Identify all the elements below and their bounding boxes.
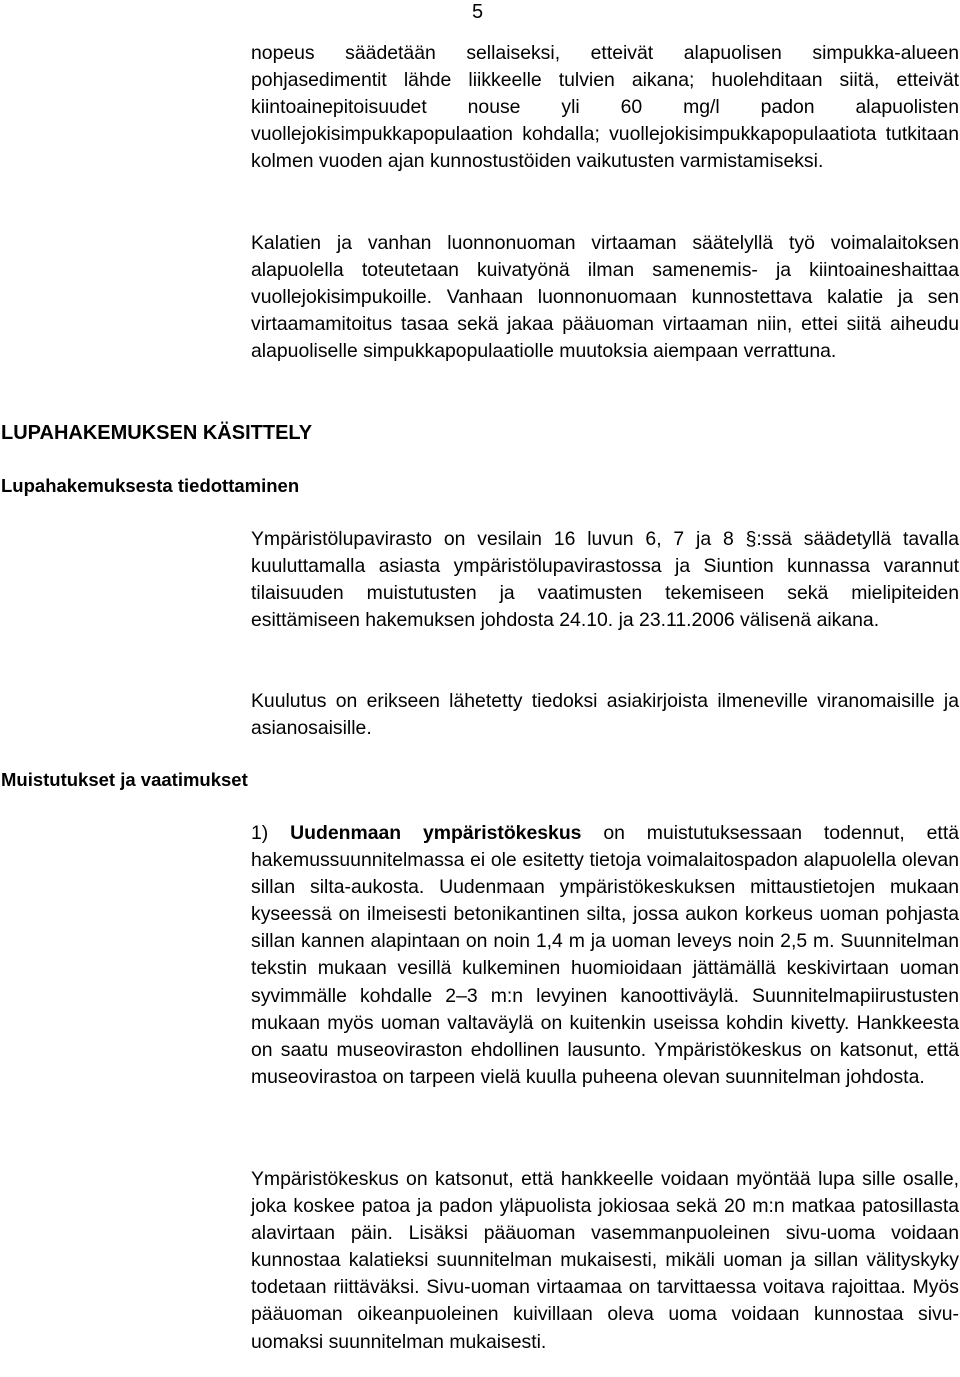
paragraph-kalatie: Kalatien ja vanhan luonnonuoman virtaaman säätelyllä työ voimalaitoksen alapuolella toteutetaan kuivatyönä ilman samenemis- ja kiintoaineshaittaa vuollejokisimpukoille. Vanhaan luonnonuomaan kunnostettava kalatie ja sen virtaamamitoitus tasaa sekä jakaa pääuoman virtaaman niin, ettei siitä aiheudu alapuoliselle simpukkapopulaatiolle muutoksia aiempaan verrattuna.: [251, 232, 959, 363]
organisation-name: Uudenmaan ympäristökeskus: [290, 822, 582, 844]
subheading-muistutukset-ja-vaatimukset: Muistutukset ja vaatimukset: [1, 769, 248, 790]
paragraph-ymparistokeskus: Ympäristökeskus on katsonut, että hankkeelle voidaan myöntää lupa sille osalle, joka koskee patoa ja padon yläpuolista jokiosaa sekä 20 m:n matkaa patosillasta alavirtaan päin. Lisäksi pääuoman vasemmanpuoleinen sivu-uoma voidaan kunnostaa kalatieksi suunnitelman mukaisesti, mikäli uoman ja sillan välityskyky todetaan riittäväksi. Sivu-uoman virtaamaa on tarvittaessa voitava rajoittaa. Myös pääuoman oikeanpuoleinen kuivillaan oleva uoma voidaan kunnostaa sivu-uomaksi suunnitelman mukaisesti.: [251, 1168, 959, 1353]
page-number: 5: [472, 1, 484, 23]
subheading-lupahakemuksesta-tiedottaminen: Lupahakemuksesta tiedottaminen: [1, 475, 300, 496]
paragraph-kuulutus: Kuulutus on erikseen lähetetty tiedoksi asiakirjoista ilmeneville viranomaisille ja asianosaisille.: [251, 690, 959, 740]
muistutus-1-text: on muistutuksessaan todennut, että hakemussuunnitelmassa ei ole esitetty tietoja voimalaitospadon alapuolella olevan sillan silta-aukosta. Uudenmaan ympäristökeskuksen mittaustietojen mukaan kyseessä on ilmeisesti betonikantinen silta, jossa aukon korkeus uoman pohjasta sillan kannen alapintaan on noin 1,4 m ja uoman leveys noin 2,5 m. Suunnitelman tekstin mukaan vesillä kulkeminen huomioidaan jättämällä keskivirtaan uoman syvimmälle kohdalle 2–3 m:n levyinen kanoottiväylä. Suunnitelmapiirustusten mukaan myös uoman valtaväylä on kuitenkin useissa kohdin kivetty. Hankkeesta on saatu museoviraston ehdollinen lausunto. Ympäristökeskus on katsonut, että museovirastoa on tarpeen vielä kuulla puheena olevan suunnitelman johdosta.: [251, 822, 959, 1088]
item-number: 1): [251, 822, 291, 844]
section-heading-lupahakemuksen-kasittely: LUPAHAKEMUKSEN KÄSITTELY: [1, 422, 313, 444]
paragraph-muistutus-1: [251, 820, 959, 1091]
paragraph-kuuluttaminen: Ympäristölupavirasto on vesilain 16 luvun 6, 7 ja 8 §:ssä säädetyllä tavalla kuuluttamalla asiasta ympäristölupavirastossa ja Siuntion kunnassa varannut tilaisuuden muistutusten ja vaatimusten tekemiseen sekä mielipiteiden esittämiseen hakemuksen johdosta 24.10. ja 23.11.2006 välisenä aikana.: [251, 528, 959, 632]
paragraph-continuation: nopeus säädetään sellaiseksi, etteivät alapuolisen simpukka-alueen pohjasedimentit lähde liikkeelle tulvien aikana; huolehditaan siitä, etteivät kiintoainepitoisuudet nouse yli 60 mg/l padon alapuolisten vuollejokisimpukkapopulaation kohdalla; vuollejokisimpukkapopulaatiota tutkitaan kolmen vuoden ajan kunnostustöiden vaikutusten varmistamiseksi.: [251, 42, 959, 173]
